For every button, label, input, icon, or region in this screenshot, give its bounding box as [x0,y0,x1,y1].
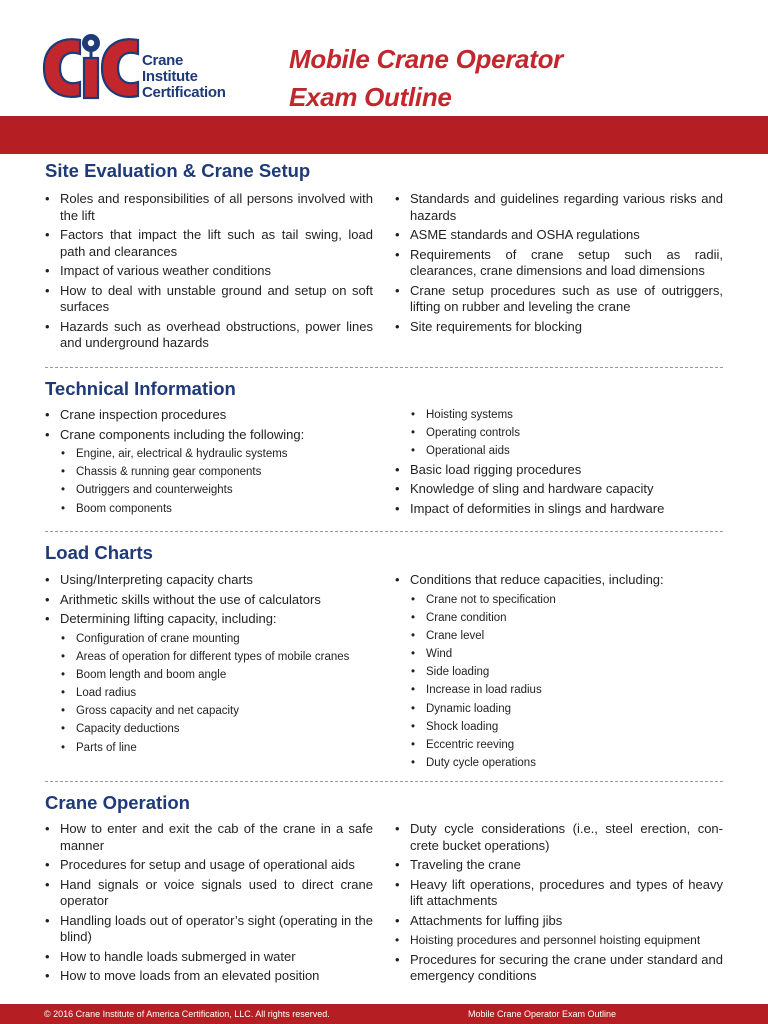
list-item: • ASME standards and OSHA regulations [395,227,723,244]
section-divider [45,367,723,368]
list-item: • Impact of various weather conditions [45,263,373,280]
list-item: • Standards and guidelines regarding various risks and hazards [395,191,723,224]
list-item: • Site requirements for blocking [395,319,723,336]
load-charts-left-column [45,572,373,758]
sub-list-item: • Operating controls [395,425,723,441]
page-header [0,0,768,116]
sub-list-item: • Outriggers and counterweights [45,482,373,498]
list-item: • Impact of deformities in slings and hardware [395,501,723,518]
list-item: • Hand signals or voice signals used to direct crane operator [45,877,373,910]
section-heading: Site Evaluation & Crane Setup [45,160,311,181]
list-item: • Hazards such as overhead obstructions, power lines and underground hazards [45,319,373,352]
section-divider [45,531,723,532]
list-item: • Crane setup procedures such as use of outriggers, lifting on rubber and leveling the crane [395,283,723,316]
footer-copyright: © 2016 Crane Institute of America Certification, LLC. All rights reserved. [44,1009,330,1019]
list-item: • Attachments for luffing jibs [395,913,723,930]
load-charts-right-column [395,572,723,773]
list-item: • Basic load rigging procedures [395,462,723,479]
list-item: • Procedures for securing the crane under standard and emergency conditions [395,952,723,985]
sub-list-item: • Crane condition [395,610,723,626]
list-item: • Factors that impact the lift such as tail swing, load path and clearances [45,227,373,260]
list-item: • How to enter and exit the cab of the crane in a safe manner [45,821,373,854]
sub-list-item: • Areas of operation for different types of mobile cranes [45,649,373,665]
technical-left-column [45,407,373,519]
sub-list-item: • Duty cycle operations [395,755,723,771]
list-item: • Heavy lift operations, procedures and types of heavy lift attachments [395,877,723,910]
list-item: • How to handle loads submerged in water [45,949,373,966]
sub-list-item: • Boom components [45,501,373,517]
section-divider [45,781,723,782]
logo-wordmark [142,53,226,101]
title-line-2: Exam Outline [289,82,452,112]
list-item: • Conditions that reduce capacities, including: [395,572,723,589]
sub-list-item: • Gross capacity and net capacity [45,703,373,719]
sub-list-item: • Engine, air, electrical & hydraulic systems [45,446,373,462]
list-item: • Hoisting procedures and personnel hoisting equipment [395,932,723,949]
sub-list-item: • Configuration of crane mounting [45,631,373,647]
site-evaluation-left-column [45,191,373,355]
crane-operation-right-column [395,821,723,988]
sub-list-item: • Wind [395,646,723,662]
sub-list-item: • Parts of line [45,740,373,756]
logo-line-certification: Certification [142,84,226,101]
sub-list-item: • Increase in load radius [395,682,723,698]
sub-list-item: • Load radius [45,685,373,701]
list-item: • Arithmetic skills without the use of calculators [45,592,373,609]
header-red-bar [0,116,768,154]
sub-list-item: • Chassis & running gear components [45,464,373,480]
sub-list-item: • Boom length and boom angle [45,667,373,683]
list-item: • Roles and responsibilities of all persons involved with the lift [45,191,373,224]
sub-list-item: • Crane not to specification [395,592,723,608]
page-title [289,40,563,116]
list-item: • Handling loads out of operator’s sight (operating in the blind) [45,913,373,946]
list-item: • Requirements of crane setup such as radii, clearances, crane dimensions and load dimensions [395,247,723,280]
sub-list-item: • Crane level [395,628,723,644]
list-item: • Duty cycle considerations (i.e., steel erection, con-crete bucket operations) [395,821,723,854]
page-footer [0,1004,768,1024]
list-item: • Crane inspection procedures [45,407,373,424]
list-item: • How to move loads from an elevated position [45,968,373,985]
list-item: • Using/Interpreting capacity charts [45,572,373,589]
sub-list-item: • Hoisting systems [395,407,723,423]
list-item: • Determining lifting capacity, including: [45,611,373,628]
sub-list-item: • Eccentric reeving [395,737,723,753]
logo-line-crane: Crane [142,52,184,69]
crane-operation-left-column [45,821,373,988]
sub-list-item: • Dynamic loading [395,701,723,717]
list-item: • How to deal with unstable ground and setup on soft surfaces [45,283,373,316]
list-item: • Knowledge of sling and hardware capacity [395,481,723,498]
list-item: • Procedures for setup and usage of operational aids [45,857,373,874]
sub-list-item: • Side loading [395,664,723,680]
sub-list-item: • Shock loading [395,719,723,735]
list-item: • Crane components including the following: [45,427,373,444]
title-line-1: Mobile Crane Operator [289,44,563,74]
list-item: • Traveling the crane [395,857,723,874]
section-heading: Load Charts [45,542,153,563]
sub-list-item: • Operational aids [395,443,723,459]
logo-line-institute: Institute [142,68,198,85]
sub-list-item: • Capacity deductions [45,721,373,737]
site-evaluation-right-column [395,191,723,338]
section-heading: Crane Operation [45,792,190,813]
technical-right-column [395,407,723,520]
section-heading: Technical Information [45,378,236,399]
footer-document-title: Mobile Crane Operator Exam Outline [468,1009,617,1019]
